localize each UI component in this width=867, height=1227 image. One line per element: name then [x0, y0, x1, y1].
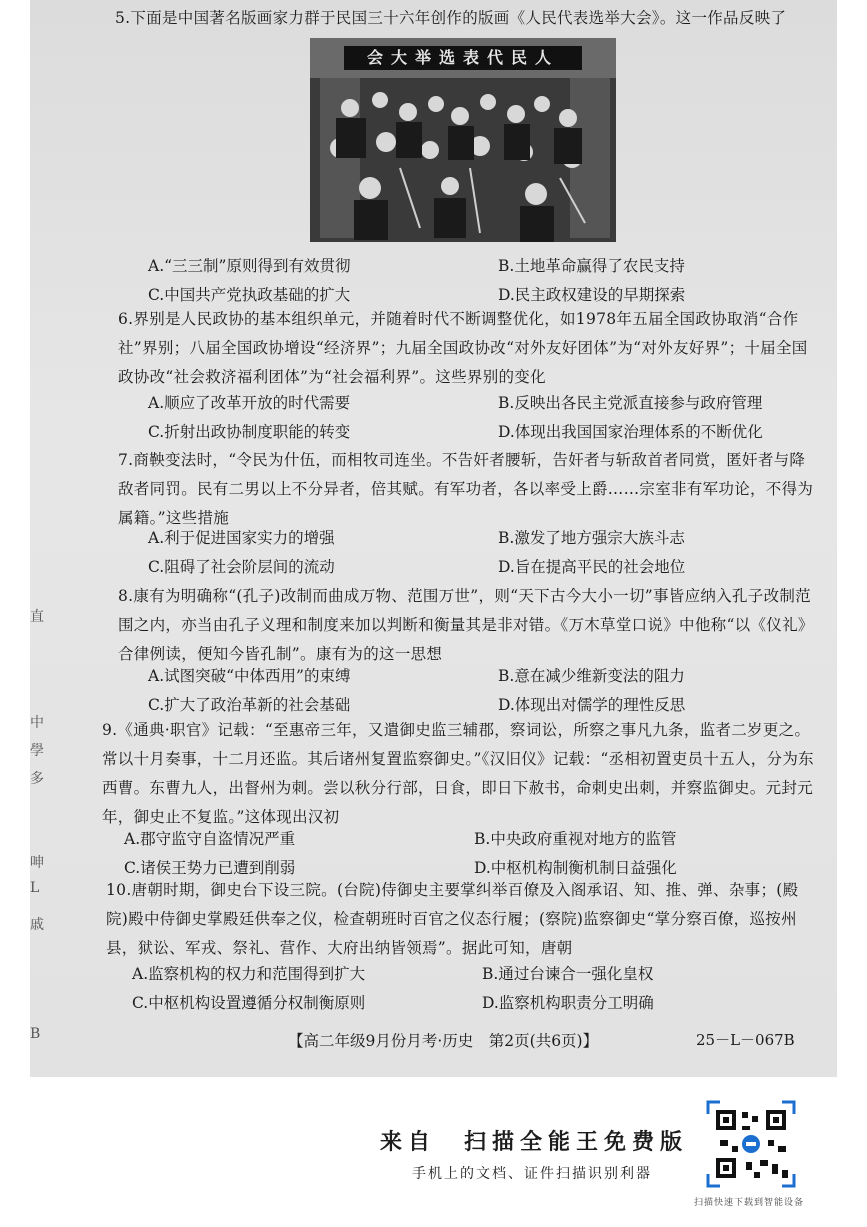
question-9-stem: 9.《通典·职官》记载：“至惠帝三年，又遣御史监三辅郡，察词讼，所察之事凡九条，监者二岁更之。常以十月奏事，十二月还监。其后诸州复置监察御史。”《汉旧仪》记载：“丞相初置吏员十五人，分为东西曹。东曹九人，出督州为刺。尝以秋分行部，日食，即日下赦书，命刺史出刺，并察监御史。元封元年，御史止不复监。”这体现出汉初 — [102, 721, 814, 826]
margin-char: 戚 — [30, 917, 44, 933]
option-b: B.中央政府重视对地方的监管 — [474, 830, 677, 848]
question-7-stem: 7.商鞅变法时，“令民为什伍，而相牧司连坐。不告奸者腰斩，告奸者与斩敌首者同赏，匿奸者与降敌者同罚。民有二男以上不分异者，倍其赋。有军功者，各以率受上爵……宗室非有军功论，不得为属籍。”这些措施 — [118, 451, 814, 527]
option-c: C.中国共产党执政基础的扩大 — [148, 286, 351, 304]
option-c: C.中枢机构设置遵循分权制衡原则 — [132, 994, 366, 1012]
option-b: B.通过台谏合一强化皇权 — [482, 965, 654, 983]
margin-char: 呻 — [30, 855, 44, 871]
question-5-stem: 5.下面是中国著名版画家力群于民国三十六年创作的版画《人民代表选举大会》。这一作品反映了 — [115, 9, 787, 27]
option-a: A.利于促进国家实力的增强 — [148, 529, 335, 547]
option-c: C.阻碍了社会阶层间的流动 — [148, 558, 335, 576]
option-d: D.民主政权建设的早期探索 — [498, 286, 686, 304]
option-d: D.旨在提高平民的社会地位 — [498, 558, 686, 576]
option-d: D.体现出我国国家治理体系的不断优化 — [498, 423, 763, 441]
woodcut-banner: 会大举选表代民人 — [344, 46, 582, 70]
option-d: D.中枢机构制衡机制日益强化 — [474, 859, 677, 877]
option-c: C.折射出政协制度职能的转变 — [148, 423, 351, 441]
woodcut-print-image — [310, 38, 616, 242]
option-d: D.体现出对儒学的理性反思 — [498, 696, 686, 714]
option-d: D.监察机构职责分工明确 — [482, 994, 654, 1012]
option-a: A.监察机构的权力和范围得到扩大 — [132, 965, 366, 983]
option-c: C.诸侯王势力已遭到削弱 — [124, 859, 296, 877]
option-b: B.土地革命赢得了农民支持 — [498, 257, 685, 275]
margin-char: 多 — [30, 771, 44, 787]
option-a: A.试图突破“中体西用”的束缚 — [148, 667, 351, 685]
scanned-page — [30, 0, 837, 1077]
option-a: A.“三三制”原则得到有效贯彻 — [148, 257, 351, 275]
question-8-stem: 8.康有为明确称“(孔子)改制而曲成万物、范围万世”，则“天下古今大小一切”事皆应纳入孔子改制范围之内，亦当由孔子义理和制度来加以判断和衡量其是非对错。《万木草堂口说》中他称“以《仪礼》合律例读，便知今皆孔制”。康有为的这一思想 — [118, 587, 814, 663]
option-a: A.郡守监守自盗情况严重 — [124, 830, 296, 848]
question-10-stem: 10.唐朝时期，御史台下设三院。(台院)侍御史主要掌纠举百僚及入阁承诏、知、推、弹、杂事；(殿院)殿中侍御史掌殿廷供奉之仪，检查朝班时百官之仪态行履；(察院)监察御史“掌分察百僚，巡按州县，狱讼、军戎、祭礼、营作、大府出纳皆领焉”。据此可知，唐朝 — [106, 881, 799, 957]
margin-char: B — [30, 1026, 41, 1042]
option-a: A.顺应了改革开放的时代需要 — [148, 394, 351, 412]
option-c: C.扩大了政治革新的社会基础 — [148, 696, 351, 714]
option-b: B.激发了地方强宗大族斗志 — [498, 529, 685, 547]
page-footer: 【高二年级9月份月考·历史 第2页(共6页)】 — [288, 1032, 599, 1050]
option-b: B.意在减少维新变法的阻力 — [498, 667, 685, 685]
scanner-brand-title: 来自 扫描全能王免费版 — [380, 1129, 689, 1155]
margin-char: L — [30, 880, 40, 896]
scanner-brand-subtitle: 手机上的文档、证件扫描识别利器 — [412, 1166, 652, 1182]
question-6-stem: 6.界别是人民政协的基本组织单元，并随着时代不断调整优化，如1978年五届全国政协取消“合作社”界别；八届全国政协增设“经济界”；九届全国政协改“对外友好团体”为“对外友好界”；十届全国政协改“社会救济福利团体”为“社会福利界”。这些界别的变化 — [118, 310, 808, 386]
margin-char: 學 — [30, 743, 44, 759]
qr-caption: 扫描快速下载到智能设备 — [694, 1198, 805, 1208]
option-b: B.反映出各民主党派直接参与政府管理 — [498, 394, 763, 412]
margin-char: 中 — [30, 715, 44, 731]
margin-char: 直 — [30, 609, 44, 625]
exam-code: 25－L－067B — [696, 1031, 795, 1049]
qr-code-icon[interactable] — [706, 1100, 796, 1188]
